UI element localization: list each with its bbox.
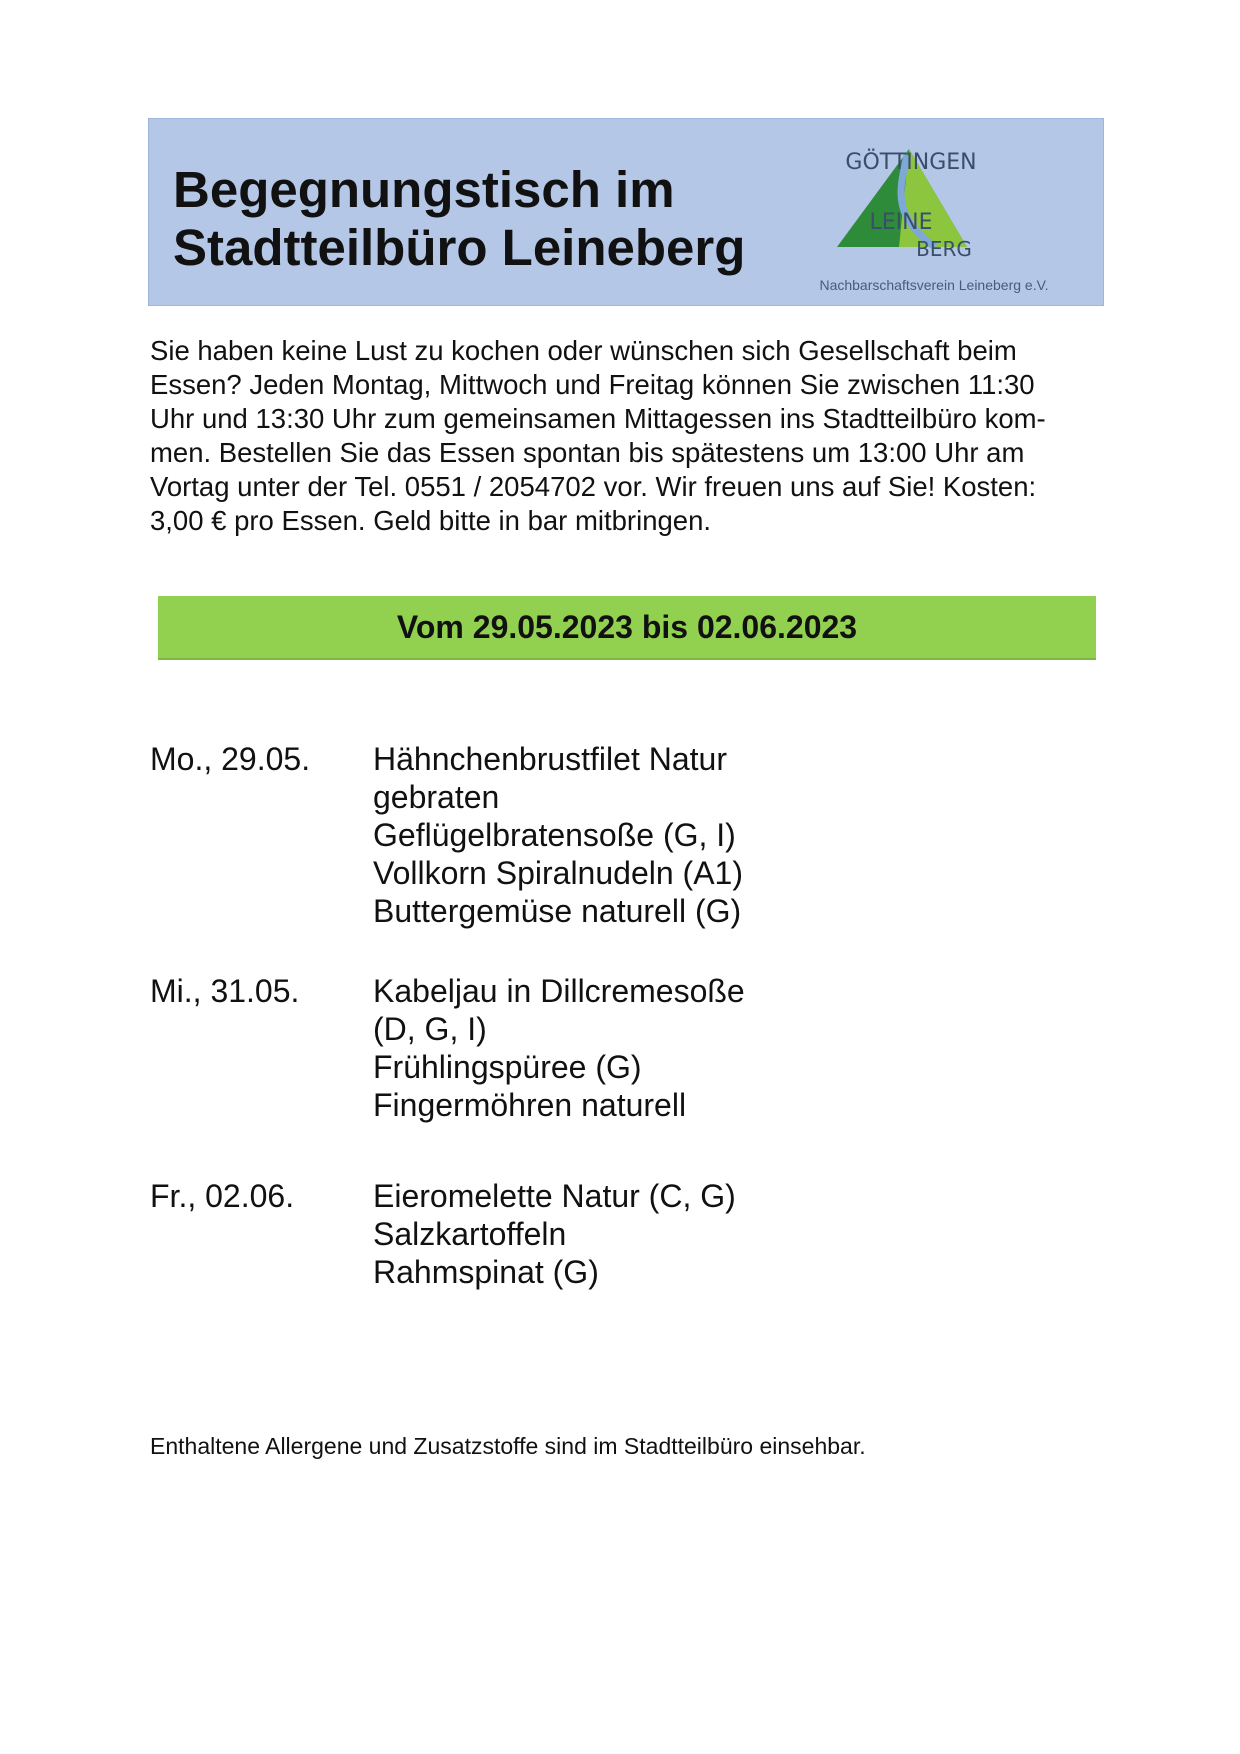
day-label: Mi., 31.05. (150, 973, 300, 1009)
allergen-note: Enthaltene Allergene und Zusatzstoffe sind im Stadtteilbüro einsehbar. (150, 1433, 866, 1459)
title-line-1: Begegnungstisch im (173, 161, 675, 218)
menu-day-friday (150, 1177, 1050, 1327)
dish-item: Geflügelbratensoße (G, I) (373, 817, 736, 853)
intro-paragraph (150, 334, 1102, 538)
intro-line: Vortag unter der Tel. 0551 / 2054702 vor. Wir freuen uns auf Sie! Kosten: (150, 471, 1037, 502)
logo-word-berg: BERG (916, 237, 972, 261)
logo-word-goettingen: GÖTTINGEN (845, 150, 977, 175)
dish-item: Buttergemüse naturell (G) (373, 893, 742, 929)
menu-day-monday (150, 740, 1050, 972)
dish-item: Vollkorn Spiralnudeln (A1) (373, 855, 743, 891)
dish-item: Rahmspinat (G) (373, 1254, 599, 1290)
weekly-menu (150, 740, 1050, 1327)
dish-item: Frühlingspüree (G) (373, 1049, 642, 1085)
dish-item: Kabeljau in Dillcremesoße (373, 973, 745, 1009)
day-label: Mo., 29.05. (150, 741, 311, 777)
dish-item: Eieromelette Natur (C, G) (373, 1178, 736, 1214)
dish-list (373, 1177, 1050, 1291)
dish-item: Hähnchenbrustfilet Natur (373, 741, 727, 777)
logo-graphic (789, 135, 1089, 275)
dish-item: (D, G, I) (373, 1011, 487, 1047)
header-box (148, 118, 1104, 306)
dish-list (373, 740, 1050, 930)
dish-item: Salzkartoffeln (373, 1216, 567, 1252)
logo-caption: Nachbarschaftsverein Leineberg e.V. (819, 277, 1049, 293)
dish-item: gebraten (373, 779, 500, 815)
logo-word-leine: LEINE (869, 210, 933, 235)
title-line-2: Stadtteilbüro Leineberg (173, 219, 746, 276)
dish-list (373, 972, 1050, 1124)
day-label: Fr., 02.06. (150, 1178, 295, 1214)
intro-line: Uhr und 13:30 Uhr zum gemeinsamen Mittagessen ins Stadtteilbüro kom- (150, 403, 1046, 434)
leineberg-logo (789, 135, 1089, 295)
menu-day-wednesday (150, 972, 1050, 1177)
date-range-banner: Vom 29.05.2023 bis 02.06.2023 (158, 596, 1096, 660)
intro-line: Sie haben keine Lust zu kochen oder wünschen sich Gesellschaft beim (150, 335, 1017, 366)
intro-line: 3,00 € pro Essen. Geld bitte in bar mitbringen. (150, 505, 712, 536)
intro-line: Essen? Jeden Montag, Mittwoch und Freitag können Sie zwischen 11:30 (150, 369, 1035, 400)
intro-line: men. Bestellen Sie das Essen spontan bis spätestens um 13:00 Uhr am (150, 437, 1025, 468)
dish-item: Fingermöhren naturell (373, 1087, 687, 1123)
page-title (173, 161, 745, 277)
